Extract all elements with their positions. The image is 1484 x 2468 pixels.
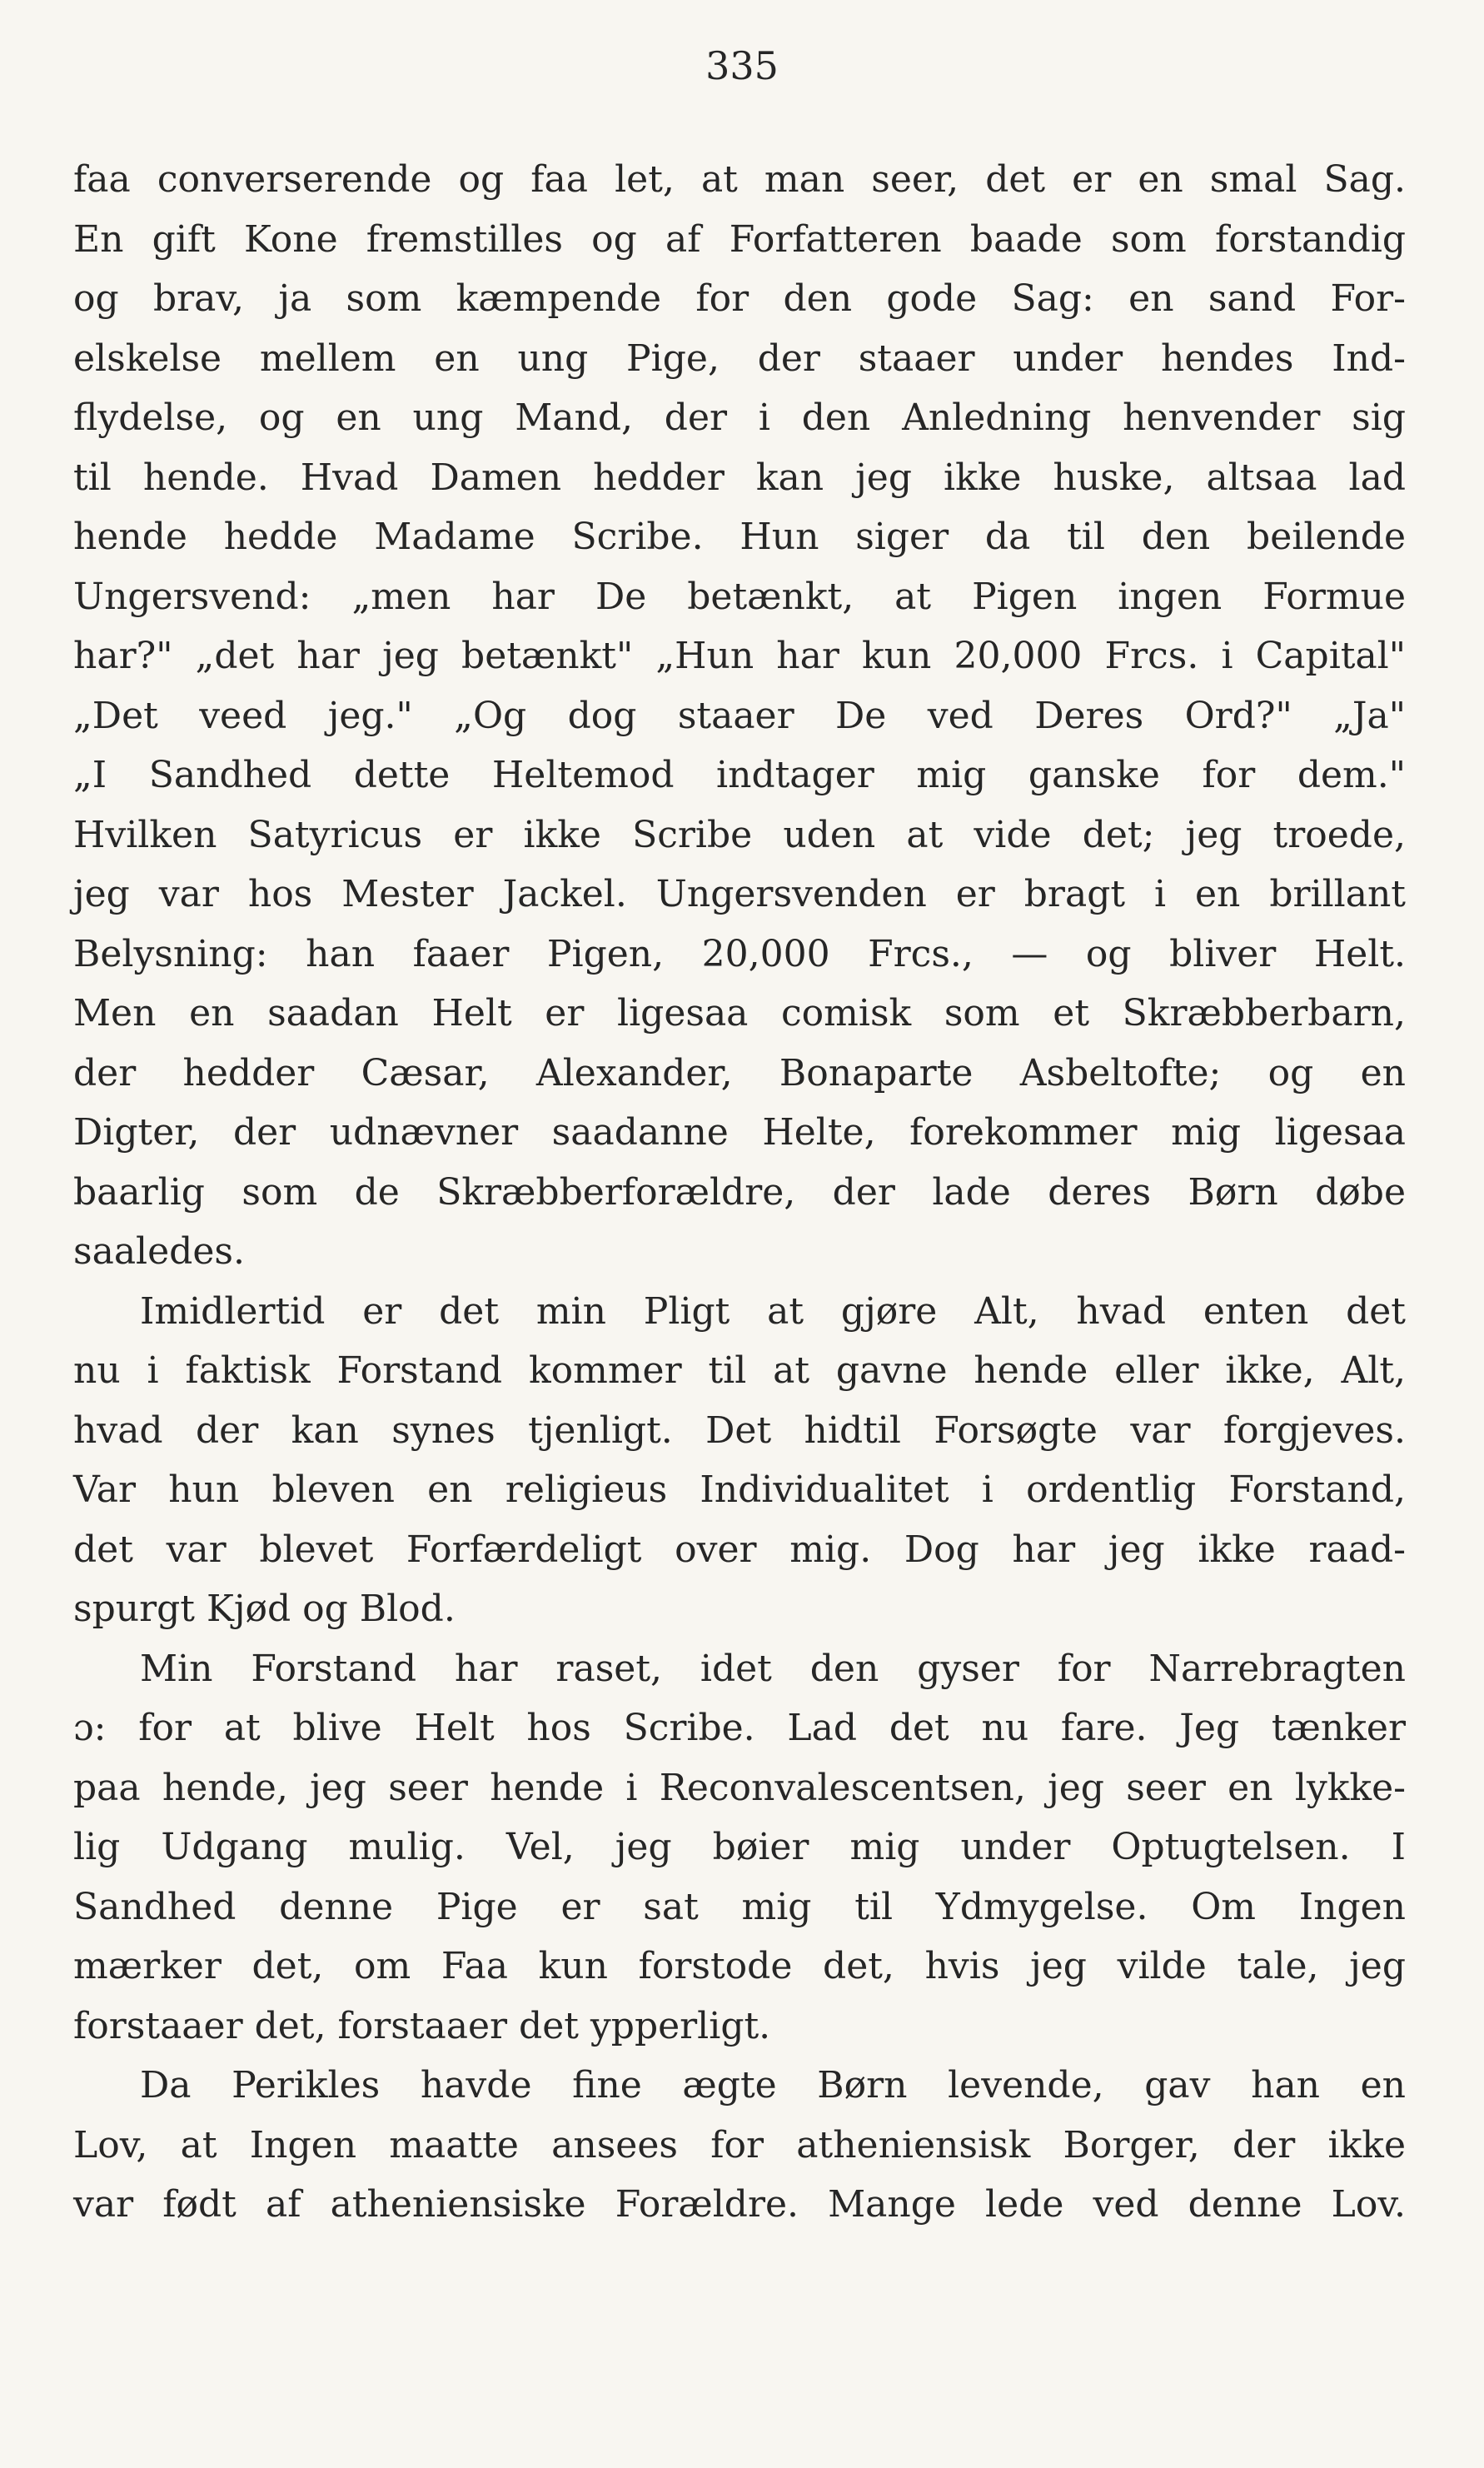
text-line: spurgt Kjød og Blod. (73, 1588, 456, 1630)
text-line: til hende. Hvad Damen hedder kan jeg ikke huske, altsaa lad (73, 456, 1406, 499)
text-line: Sandhed denne Pige er sat mig til Ydmygelse. Om Ingen (73, 1885, 1406, 1928)
text-line: Belysning: han faaer Pigen, 20,000 Frcs., — og bliver Helt. (73, 932, 1406, 975)
text-line: mærker det, om Faa kun forstode det, hvis jeg vilde tale, jeg (73, 1945, 1406, 1987)
text-line: Da Perikles havde fine ægte Børn levende, gav han en (140, 2064, 1406, 2107)
body-text (73, 150, 1406, 2235)
text-line: Hvilken Satyricus er ikke Scribe uden at vide det; jeg troede, (73, 813, 1406, 856)
text-line: nu i faktisk Forstand kommer til at gavne hende eller ikke, Alt, (73, 1349, 1406, 1392)
text-line: saaledes. (73, 1230, 245, 1273)
text-line: flydelse, og en ung Mand, der i den Anledning henvender sig (73, 396, 1406, 439)
text-line: og brav, ja som kæmpende for den gode Sag: en sand For- (73, 277, 1406, 320)
text-line: Digter, der udnævner saadanne Helte, forekommer mig ligesaa (73, 1111, 1406, 1154)
text-line: Min Forstand har raset, idet den gyser for Narrebragten (140, 1647, 1406, 1690)
text-line: Men en saadan Helt er ligesaa comisk som et Skræbberbarn, (73, 992, 1406, 1035)
text-line: var født af atheniensiske Forældre. Mange lede ved denne Lov. (73, 2183, 1406, 2226)
text-line: hende hedde Madame Scribe. Hun siger da til den beilende (73, 516, 1406, 558)
text-line: faa converserende og faa let, at man seer, det er en smal Sag. (73, 158, 1406, 201)
text-line: „I Sandhed dette Heltemod indtager mig ganske for dem." (73, 754, 1406, 796)
text-line: lig Udgang mulig. Vel, jeg bøier mig under Optugtelsen. I (73, 1826, 1406, 1868)
text-line: baarlig som de Skræbberforældre, der lade deres Børn døbe (73, 1170, 1406, 1214)
text-line: har?" „det har jeg betænkt" „Hun har kun 20,000 Frcs. i Capital" (73, 635, 1406, 677)
text-line: elskelse mellem en ung Pige, der staaer under hendes Ind- (73, 337, 1406, 380)
text-line: „Det veed jeg." „Og dog staaer De ved Deres Ord?" „Ja" (73, 694, 1406, 737)
text-line: Var hun bleven en religieus Individualitet i ordentlig Forstand, (73, 1468, 1406, 1511)
text-line: der hedder Cæsar, Alexander, Bonaparte Asbeltofte; og en (73, 1051, 1406, 1094)
text-line: det var blevet Forfærdeligt over mig. Dog har jeg ikke raad- (73, 1528, 1406, 1571)
text-line: Ungersvend: „men har De betænkt, at Pigen ingen Formue (73, 575, 1406, 618)
text-line: En gift Kone fremstilles og af Forfatteren baade som forstandig (73, 217, 1406, 261)
page-number: 335 (705, 43, 779, 88)
text-line: Imidlertid er det min Pligt at gjøre Alt, hvad enten det (140, 1289, 1406, 1333)
text-line: paa hende, jeg seer hende i Reconvalescentsen, jeg seer en lykke- (73, 1766, 1406, 1809)
text-line: ɔ: for at blive Helt hos Scribe. Lad det nu fare. Jeg tænker (73, 1707, 1406, 1749)
text-line: jeg var hos Mester Jackel. Ungersvenden er bragt i en brillant (73, 873, 1406, 915)
text-line: Lov, at Ingen maatte ansees for atheniensisk Borger, der ikke (73, 2123, 1406, 2166)
text-line: hvad der kan synes tjenligt. Det hidtil Forsøgte var forgjeves. (73, 1409, 1406, 1452)
text-line: forstaaer det, forstaaer det ypperligt. (73, 2004, 771, 2047)
